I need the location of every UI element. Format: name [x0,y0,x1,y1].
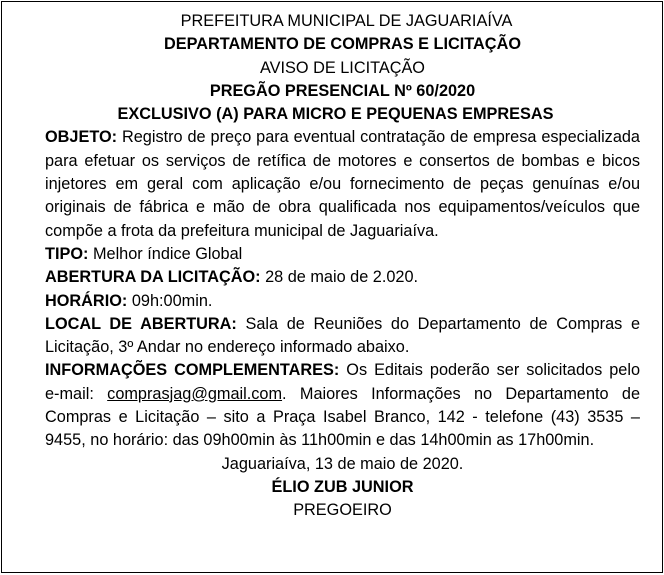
header-notice-type: AVISO DE LICITAÇÃO [260,58,425,77]
informacoes-label: INFORMAÇÕES COMPLEMENTARES: [45,361,340,380]
header-auction-number: PREGÃO PRESENCIAL Nº 60/2020 [209,81,476,100]
footer-signatory-role: PREGOEIRO [293,501,392,520]
header-department: DEPARTAMENTO DE COMPRAS E LICITAÇÃO [164,35,521,54]
informacoes-paragraph [45,359,640,452]
objeto-label: OBJETO: [45,128,118,147]
footer-signatory-name: ÉLIO ZUB JUNIOR [271,477,414,496]
objeto-text: Registro de preço para eventual contratação de empresa especializada para efetuar os serviços de retífica de motores e consertos de bombas e bicos injetores em geral com aplicação e/ou fornecimento de peças genuínas e/ou originais de fábrica e mão de obra qualificada nos equipamentos/veículos que compõe a frota da prefeitura municipal de Jaguariaíva. [45,128,640,240]
local-text: Sala de Reuniões do Departamento de Compras e Licitação, 3º Andar no endereço informado abaixo. [45,314,641,357]
local-label: LOCAL DE ABERTURA: [45,314,237,333]
footer-date: Jaguariaíva, 13 de maio de 2020. [221,454,464,473]
local-paragraph [45,313,640,360]
abertura-line [45,266,640,289]
objeto-paragraph [45,126,640,242]
tipo-line [45,243,640,266]
tipo-text: Melhor índice Global [88,244,243,263]
header-municipality: PREFEITURA MUNICIPAL DE JAGUARIAÍVA [180,12,513,30]
informacoes-text-2: . Maiores Informações no Departamento de Compras e Licitação – sito a Praça Isabel Branco, 142 - telefone (43) 3535 – 9455, no horário: das 09h00min às 11h00min e das 14h00min as 17h00min. [45,384,640,450]
email-link[interactable]: comprasjag@gmail.com [107,384,283,403]
header-exclusive: EXCLUSIVO (A) PARA MICRO E PEQUENAS EMPRESAS [117,105,554,124]
horario-text: 09h:00min. [127,291,213,310]
tipo-label: TIPO: [45,244,89,263]
horario-label: HORÁRIO: [45,291,128,310]
horario-line [45,290,640,313]
abertura-text: 28 de maio de 2.020. [260,268,419,287]
abertura-label: ABERTURA DA LICITAÇÃO: [45,268,261,287]
informacoes-text-1: Os Editais poderão ser solicitados pelo e-mail: [45,361,640,403]
bidding-notice [1,1,663,573]
